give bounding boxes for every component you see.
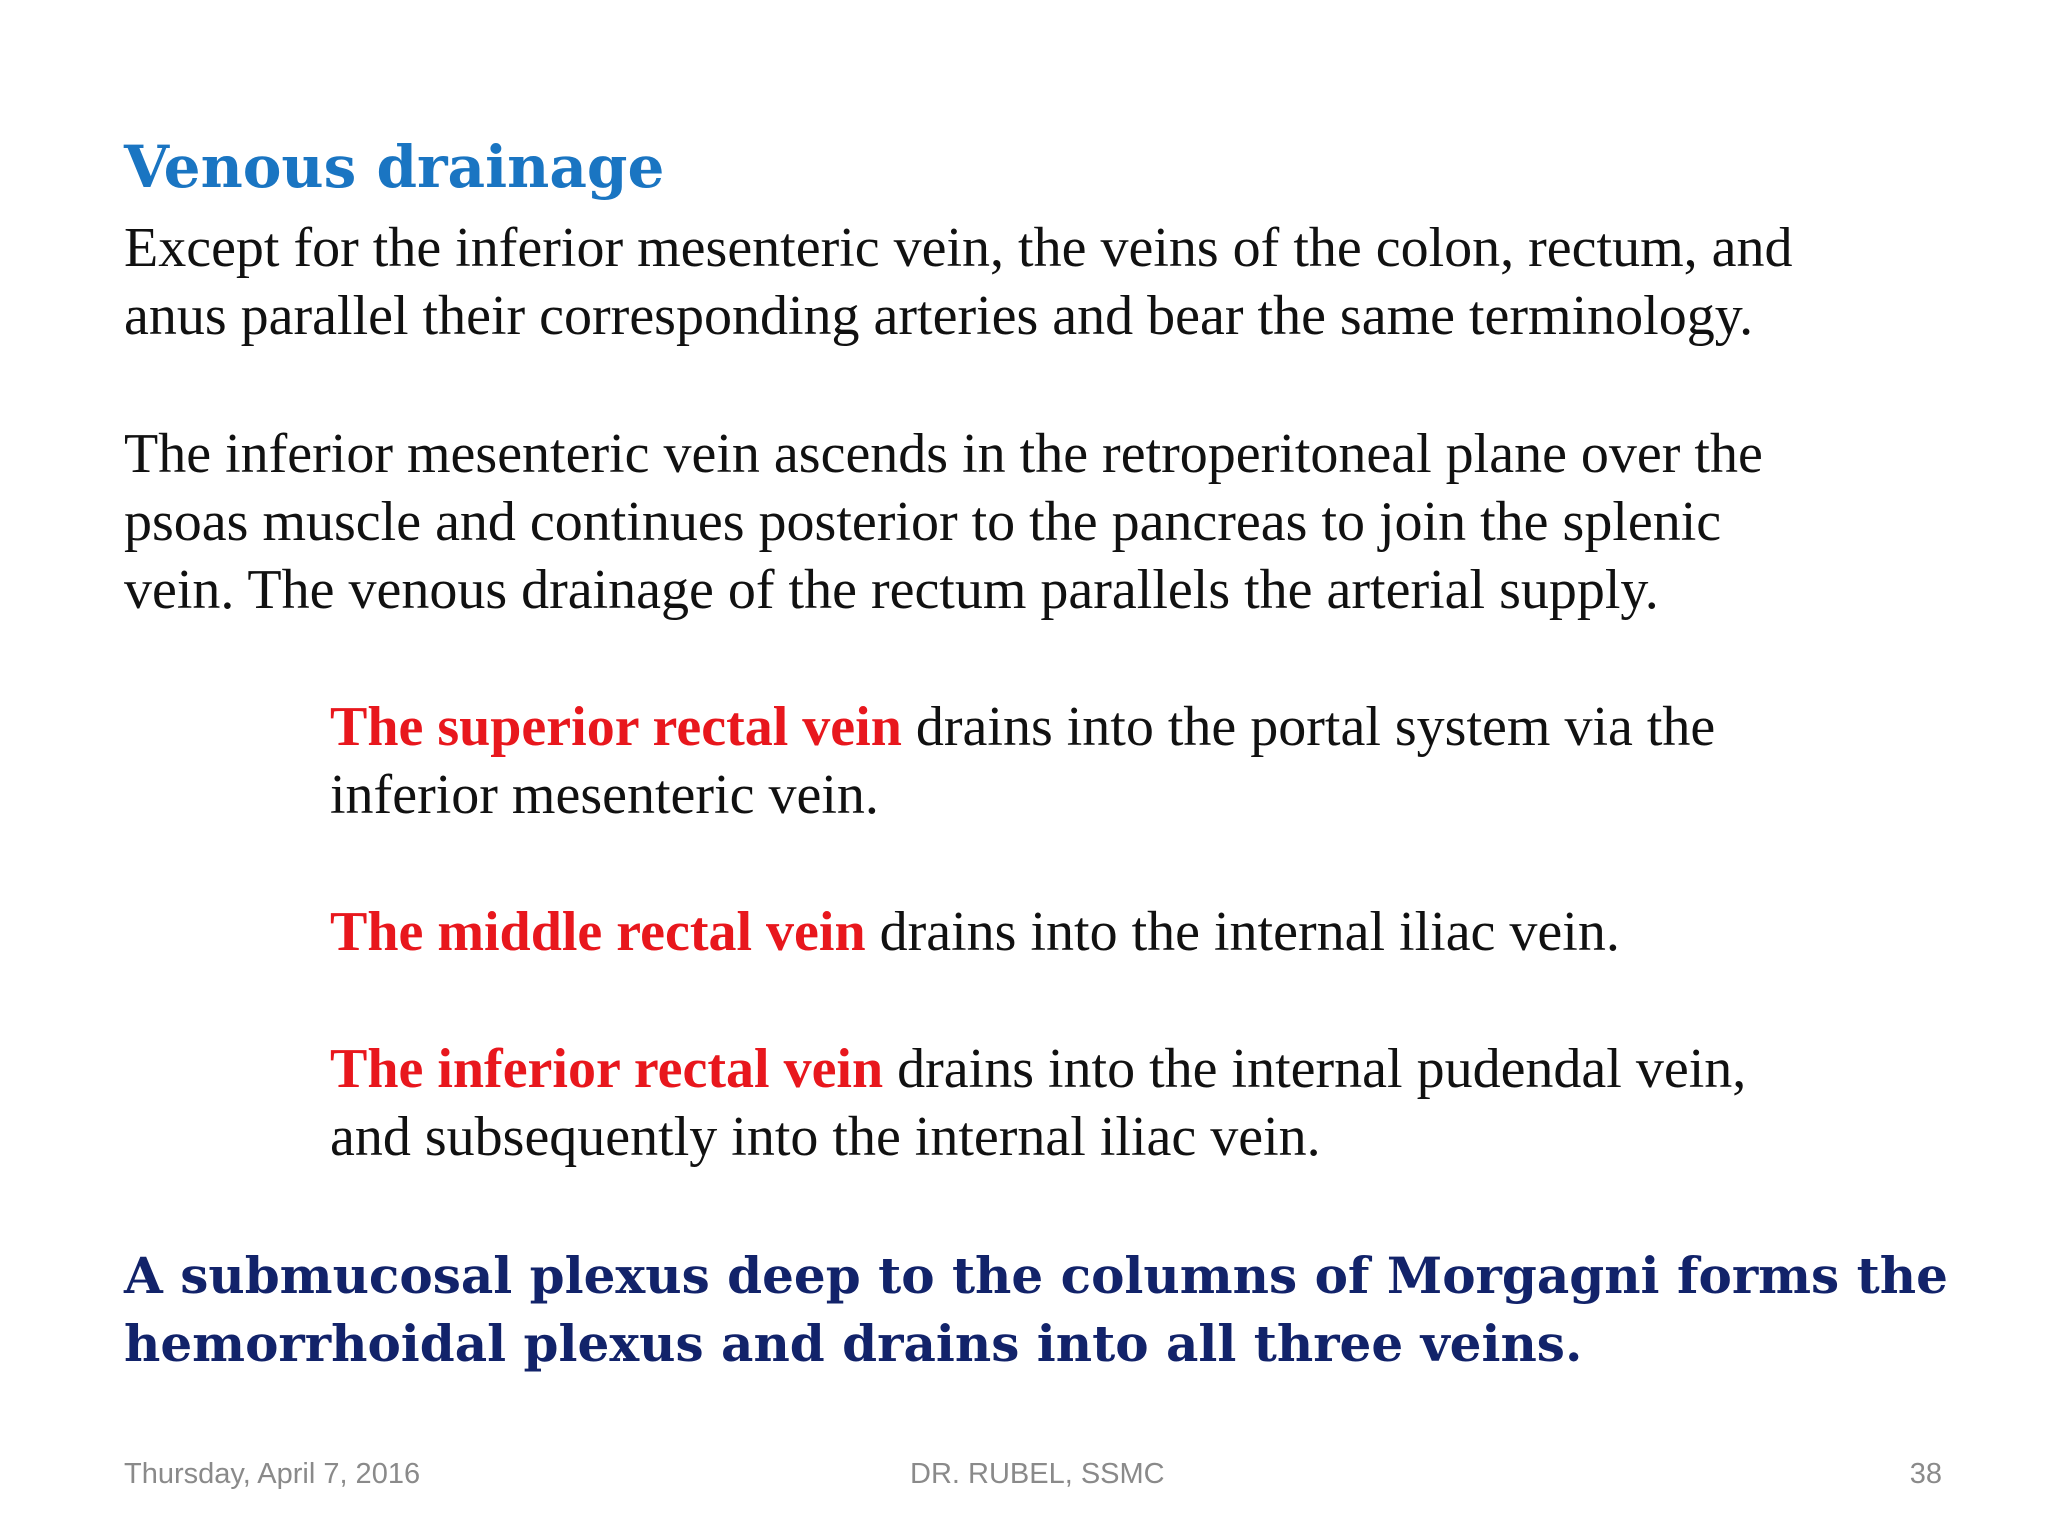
middle-rectal-vein-name: The middle rectal vein (330, 901, 866, 963)
imv-paragraph (124, 420, 2004, 624)
superior-rectal-vein-line-2: inferior mesenteric vein. (330, 764, 879, 826)
intro-paragraph (124, 214, 2004, 350)
summary-line-1: A submucosal plexus deep to the columns of Morgagni forms the (124, 1246, 1948, 1305)
middle-rectal-vein-line-1 (330, 898, 2030, 966)
superior-rectal-vein-item (330, 693, 2030, 829)
inferior-rectal-vein-item (330, 1035, 2030, 1171)
inferior-rectal-vein-text: drains into the internal pudendal vein, (883, 1038, 1747, 1100)
inferior-rectal-vein-line-2: and subsequently into the internal iliac vein. (330, 1106, 1321, 1168)
inferior-rectal-vein-name: The inferior rectal vein (330, 1038, 884, 1100)
footer-date: Thursday, April 7, 2016 (124, 1458, 421, 1490)
inferior-rectal-vein-line-1 (330, 1035, 2030, 1103)
imv-line-3: vein. The venous drainage of the rectum parallels the arterial supply. (124, 559, 1659, 621)
middle-rectal-vein-item (330, 898, 2030, 966)
slide-title: Venous drainage (124, 133, 665, 201)
intro-line-2: anus parallel their corresponding arteries and bear the same terminology. (124, 285, 1754, 347)
summary-line-2: hemorrhoidal plexus and drains into all three veins. (124, 1314, 1583, 1373)
middle-rectal-vein-text: drains into the internal iliac vein. (865, 901, 1620, 963)
footer-author: DR. RUBEL, SSMC (910, 1458, 1165, 1490)
imv-line-1: The inferior mesenteric vein ascends in the retroperitoneal plane over the (124, 423, 1763, 485)
imv-line-2: psoas muscle and continues posterior to the pancreas to join the splenic (124, 491, 1722, 553)
superior-rectal-vein-name: The superior rectal vein (330, 696, 902, 758)
footer-page-number: 38 (1909, 1458, 1942, 1490)
superior-rectal-vein-line-1 (330, 693, 2030, 761)
summary-paragraph (124, 1242, 2024, 1378)
superior-rectal-vein-text: drains into the portal system via the (901, 696, 1716, 758)
intro-line-1: Except for the inferior mesenteric vein, the veins of the colon, rectum, and (124, 217, 1793, 279)
